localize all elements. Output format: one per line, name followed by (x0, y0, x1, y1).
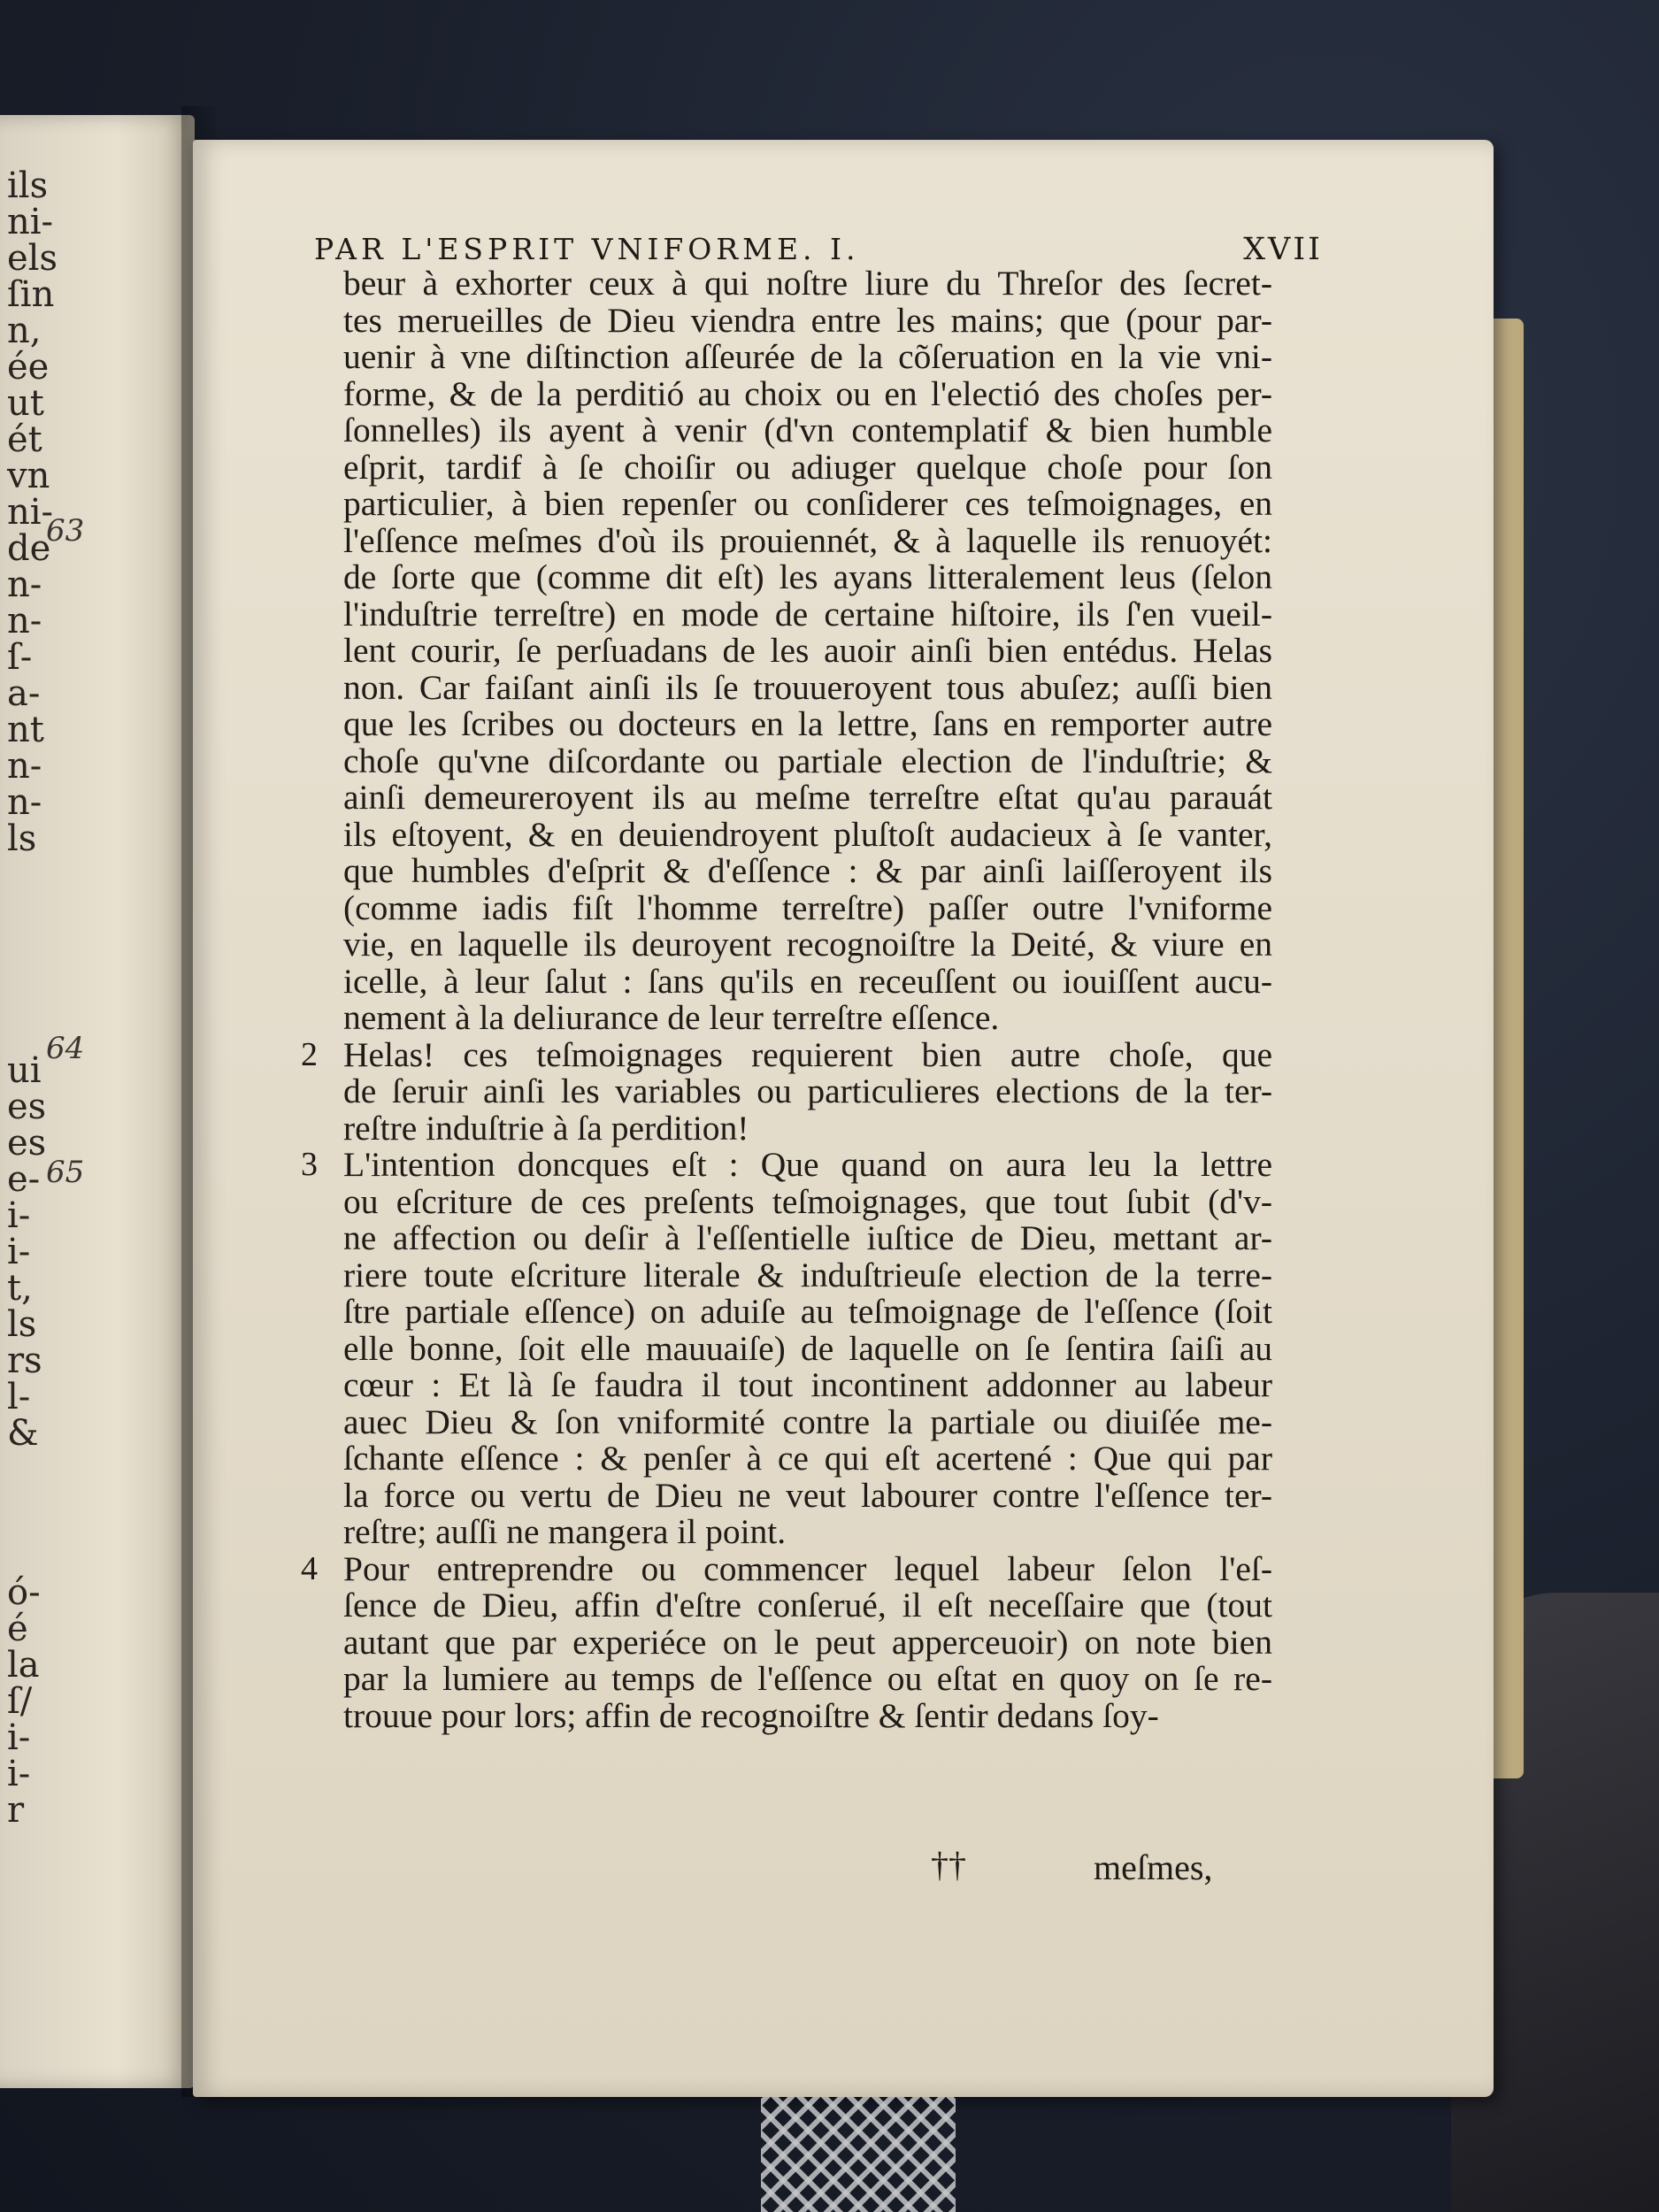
text-line: L'intention doncques eſt : Que quand on aura leu la lettre (343, 1145, 1272, 1184)
left-margin-number: 64 (46, 1031, 85, 1066)
text-line: forme, & de la perditió au choix ou en l'electió des choſes per- (343, 373, 1272, 413)
paragraph-number: 2 (301, 1035, 318, 1073)
text-line: de ſeruir ainſi les variables ou particulieres elections de la ter- (343, 1071, 1272, 1110)
text-line: icelle, à leur ſalut : ſans qu'ils en receuſſent ou iouiſſent aucu- (343, 961, 1272, 1001)
left-page-fragment: ui (7, 1050, 42, 1091)
left-page-fragment: ſin (7, 274, 55, 315)
text-line: que les ſcribes ou docteurs en la lettre, ſans en remporter autre (343, 704, 1272, 743)
left-page-fragment: els (7, 238, 58, 279)
left-page-fragment: rs (7, 1340, 42, 1381)
text-line: que humbles d'eſprit & d'eſſence : & par ainſi laiſſeroyent ils (343, 851, 1272, 890)
running-title: PAR L'ESPRIT VNIFORME. I. (314, 232, 860, 266)
body-text (301, 264, 1272, 1735)
left-page-fragment: ét (7, 419, 42, 460)
left-page-fragment: n- (7, 565, 42, 605)
left-page-fragment: r (7, 1790, 25, 1831)
left-page-fragment: ls (7, 1304, 37, 1345)
bookmark-cord (761, 2097, 956, 2212)
left-page-fragment: la (7, 1645, 40, 1686)
text-line: Pour entreprendre ou commencer lequel labeur ſelon l'eſ- (343, 1548, 1272, 1588)
text-line: reſtre induſtrie à ſa perdition! (343, 1108, 749, 1148)
left-page-fragment: é (7, 1609, 28, 1649)
left-page-fragment: t, (7, 1268, 33, 1309)
left-page-fragment: n- (7, 746, 42, 787)
text-line: eſprit, tardif à ſe choiſir ou adiuger quelque choſe pour ſon (343, 447, 1272, 487)
text-line: nement à la deliurance de leur terreſtre eſſence. (343, 998, 1000, 1037)
left-margin-number: 63 (46, 513, 85, 549)
text-line: Helas! ces teſmoignages requierent bien autre choſe, que (343, 1034, 1272, 1074)
text-line: auec Dieu & ſon vniformité contre la partiale ou diuiſée me- (343, 1402, 1272, 1441)
left-page-fragment: ils (7, 165, 49, 206)
text-line: la force ou vertu de Dieu ne veut labourer contre l'eſſence ter- (343, 1475, 1272, 1515)
text-line: ou eſcriture de ces preſents teſmoignages, que tout ſubit (d'v- (343, 1181, 1272, 1221)
left-page-fragment: ut (7, 383, 44, 424)
folio-number: XVII (1243, 232, 1323, 267)
catchword: meſmes, (1094, 1847, 1213, 1887)
left-page-fragment: & (7, 1413, 39, 1454)
left-page-fragment: i- (7, 1232, 31, 1272)
text-line: ſtre partiale eſſence) on aduiſe au teſmoignage de l'eſſence (ſoit (343, 1292, 1272, 1331)
left-page-fragment: es (7, 1087, 47, 1127)
text-line: tes merueilles de Dieu viendra entre les mains; que (pour par- (343, 300, 1272, 340)
left-page-fragment: ſ/ (7, 1681, 33, 1722)
text-line: ſence de Dieu, affin d'eſtre conſerué, il eſt neceſſaire que (tout (343, 1586, 1272, 1624)
left-page (0, 115, 195, 2088)
text-line: l'induſtrie terreſtre) en mode de certaine hiſtoire, ils ſ'en vueil- (343, 594, 1272, 634)
text-line: ainſi demeureroyent ils au meſme terreſtre eſtat qu'au parauát (343, 778, 1272, 817)
left-page-fragment: nt (7, 710, 44, 750)
paragraph-3 (301, 1145, 1272, 1551)
left-page-fragment: ni- (7, 202, 54, 242)
left-page-fragment: n- (7, 601, 42, 641)
text-line: l'eſſence meſmes d'où ils prouiennét, & à laquelle ils renuoyét: (343, 520, 1272, 560)
left-page-fragment: i- (7, 1195, 31, 1236)
text-line: autant que par experiéce on le peut apperceuoir) on note bien (343, 1622, 1272, 1662)
left-page-fragment: l- (7, 1377, 31, 1417)
text-line: riere toute eſcriture literale & induſtrieuſe election de la terre- (343, 1255, 1272, 1294)
left-page-fragment: ni- (7, 492, 54, 533)
signature-mark: †† (931, 1845, 966, 1885)
left-page-fragment: n, (7, 311, 42, 351)
left-page-fragment: i- (7, 1717, 31, 1758)
left-page-fragment: ls (7, 818, 37, 859)
text-line: choſe qu'vne diſcordante ou partiale election de l'induſtrie; & (343, 741, 1272, 780)
left-page-fragment: i- (7, 1754, 31, 1794)
text-line: particulier, à bien repenſer ou conſiderer ces teſmoignages, en (343, 484, 1272, 523)
text-line: de ſorte que (comme dit eſt) les ayans litteralement leus (ſelon (343, 557, 1272, 596)
left-page-fragment: ſ- (7, 637, 33, 678)
page-header (314, 232, 1323, 267)
paragraph-4 (301, 1548, 1272, 1735)
paragraph-1 (343, 265, 1272, 1037)
left-page-fragment: de (7, 528, 51, 569)
text-line: trouue pour lors; affin de recognoiſtre & ſentir dedans ſoy- (343, 1695, 1159, 1735)
left-page-fragment: n- (7, 782, 42, 823)
paragraph-number: 3 (301, 1146, 318, 1183)
left-page-fragment: ó- (7, 1572, 41, 1613)
text-line: reſtre; auſſi ne mangera il point. (343, 1512, 787, 1551)
left-page-fragment: ée (7, 347, 50, 388)
text-line: vie, en laquelle ils deuroyent recognoiſtre la Deité, & viure en (343, 925, 1272, 964)
text-line: lent courir, ſe perſuadans de les auoir ainſi bien entédus. Helas (343, 631, 1272, 670)
left-page-fragment: a- (7, 673, 41, 714)
text-line: ſonnelles) ils ayent à venir (d'vn contemplatif & bien humble (343, 411, 1272, 449)
text-line: beur à exhorter ceux à qui noſtre liure du Threſor des ſecret- (343, 264, 1272, 303)
text-line: ſchante eſſence : & penſer à ce qui eſt acertené : Que qui par (343, 1439, 1272, 1478)
paragraph-2 (301, 1034, 1272, 1148)
text-line: ils eſtoyent, & en deuiendroyent pluſtoſt audacieux à ſe vanter, (343, 814, 1272, 854)
left-margin-number: 65 (46, 1155, 85, 1190)
text-line: cœur : Et là ſe faudra il tout incontinent addonner au labeur (343, 1365, 1272, 1404)
text-line: elle bonne, ſoit elle mauuaiſe) de laquelle on ſe ſentira ſaiſi au (343, 1328, 1272, 1368)
left-page-fragment: es (7, 1123, 47, 1164)
text-line: ne affection ou deſir à l'eſſentielle iuſtice de Dieu, mettant ar- (343, 1218, 1272, 1257)
paragraph-number: 4 (301, 1549, 318, 1587)
text-line: uenir à vne diſtinction aſſeurée de la cõſeruation en la vie vni- (343, 337, 1272, 376)
text-line: par la lumiere au temps de l'eſſence ou eſtat en quoy on ſe re- (343, 1659, 1272, 1698)
text-line: (comme iadis fiſt l'homme terreſtre) paſſer outre l'vniforme (343, 887, 1272, 927)
left-page-fragment: vn (7, 456, 50, 496)
left-page-fragment: e- (7, 1159, 41, 1200)
text-line: non. Car faiſant ainſi ils ſe trouueroyent tous abuſez; auſſi bien (343, 667, 1272, 707)
